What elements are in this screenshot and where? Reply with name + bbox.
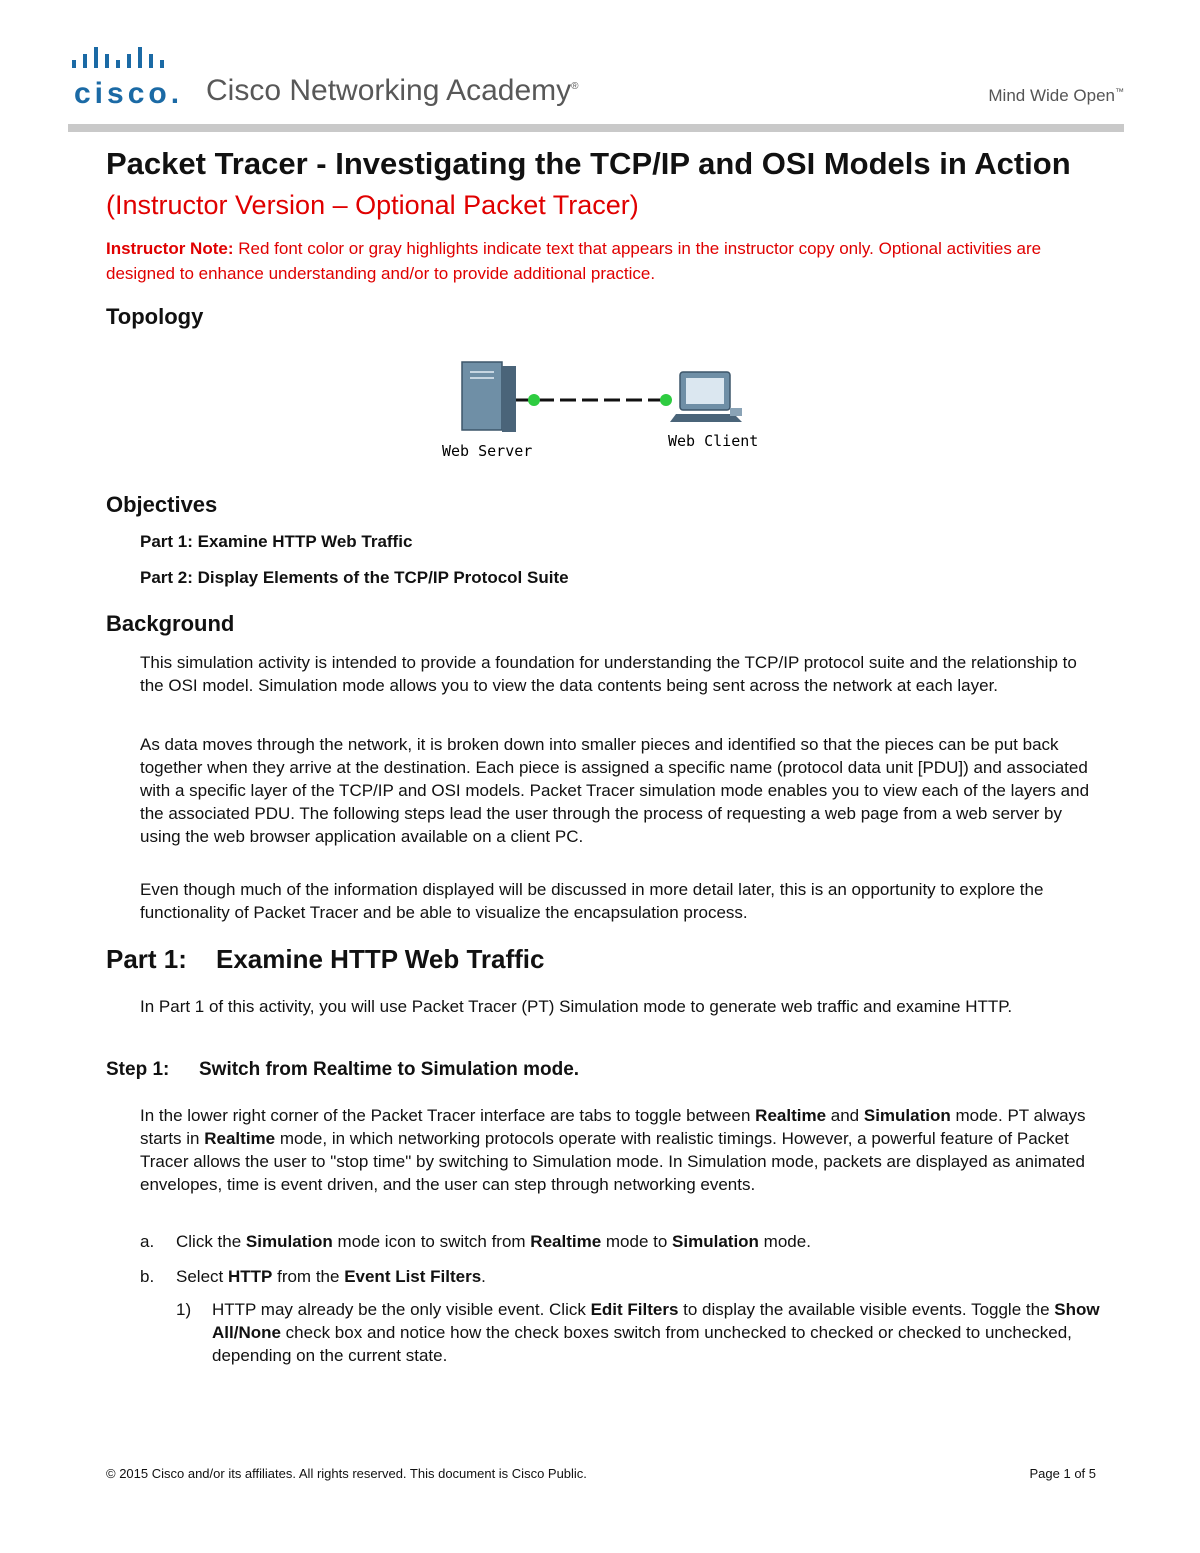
step1-heading: Step 1: Switch from Realtime to Simulation mode. xyxy=(106,1059,580,1080)
objectives-heading: Objectives xyxy=(106,492,218,517)
step1-paragraph: In the lower right corner of the Packet Tracer interface are tabs to toggle between Realtime and Simulation mode. PT always starts in Realtime mode, in which networking protocols operate with realistic timings. However, a powerful feature of Packet Tracer allows the user to "stop time" by switching to Simulation mode. In Simulation mode, packets are displayed as animated envelopes, time is event driven, and the user can step through networking events. xyxy=(140,1106,1086,1194)
tagline: Mind Wide Open™ xyxy=(988,86,1124,105)
document-subtitle: (Instructor Version – Optional Packet Tracer) xyxy=(106,190,639,220)
footer-copyright: © 2015 Cisco and/or its affiliates. All rights reserved. This document is Cisco Public. xyxy=(106,1466,587,1481)
part1-heading: Part 1: Examine HTTP Web Traffic xyxy=(106,944,545,974)
web-server-label: Web Server xyxy=(442,442,533,460)
footer-page-number: Page 1 of 5 xyxy=(1029,1466,1096,1481)
part1-intro: In Part 1 of this activity, you will use Packet Tracer (PT) Simulation mode to generate web traffic and examine HTTP. xyxy=(140,997,1013,1016)
header-divider xyxy=(68,124,1124,132)
academy-title: Cisco Networking Academy® xyxy=(206,74,579,107)
document-title: Packet Tracer - Investigating the TCP/IP and OSI Models in Action xyxy=(106,146,1071,181)
web-client-label: Web Client xyxy=(668,432,759,450)
link-light-server xyxy=(528,394,540,406)
instructor-note: Instructor Note: Red font color or gray highlights indicate text that appears in the instructor copy only. Optional activities are designed to enhance understanding and/or to provide additional practice. xyxy=(106,239,1042,283)
objective-item: Part 1: Examine HTTP Web Traffic xyxy=(140,532,413,551)
list-item-a: a. Click the Simulation mode icon to switch from Realtime mode to Simulation mode. xyxy=(140,1232,811,1251)
topology-heading: Topology xyxy=(106,304,204,329)
cisco-logo-wordmark: cisco. xyxy=(74,77,184,110)
objective-item: Part 2: Display Elements of the TCP/IP Protocol Suite xyxy=(140,568,569,587)
background-paragraph: Even though much of the information displayed will be discussed in more detail later, this is an opportunity to explore the functionality of Packet Tracer and be able to visualize the encapsulation process. xyxy=(140,880,1044,922)
topology-diagram xyxy=(440,356,770,466)
background-paragraph: As data moves through the network, it is broken down into smaller pieces and identified so that the pieces can be put back together when they arrive at the destination. Each piece is assigned a specific name (protocol data unit [PDU]) and associated with a specific layer of the TCP/IP and OSI models. Packet Tracer simulation mode enables you to view each of the layers and the associated PDU. The following steps lead the user through the process of requesting a web page from a web server by using the web browser application available on a client PC. xyxy=(140,735,1090,846)
cisco-logo-bars xyxy=(72,44,168,72)
link-light-client xyxy=(660,394,672,406)
background-heading: Background xyxy=(106,611,235,636)
pc-icon xyxy=(670,372,742,422)
list-item-b: b. Select HTTP from the Event List Filters. xyxy=(140,1267,486,1286)
background-paragraph: This simulation activity is intended to provide a foundation for understanding the TCP/IP protocol suite and the relationship to the OSI model. Simulation mode allows you to view the data contents being sent across the network at each layer. xyxy=(140,653,1077,695)
server-icon xyxy=(462,362,516,432)
list-item-1: 1) HTTP may already be the only visible event. Click Edit Filters to display the available visible events. Toggle the Show All/None check box and notice how the check boxes switch from unchecked to checked or checked to unchecked, depending on the current state. xyxy=(176,1300,1100,1365)
